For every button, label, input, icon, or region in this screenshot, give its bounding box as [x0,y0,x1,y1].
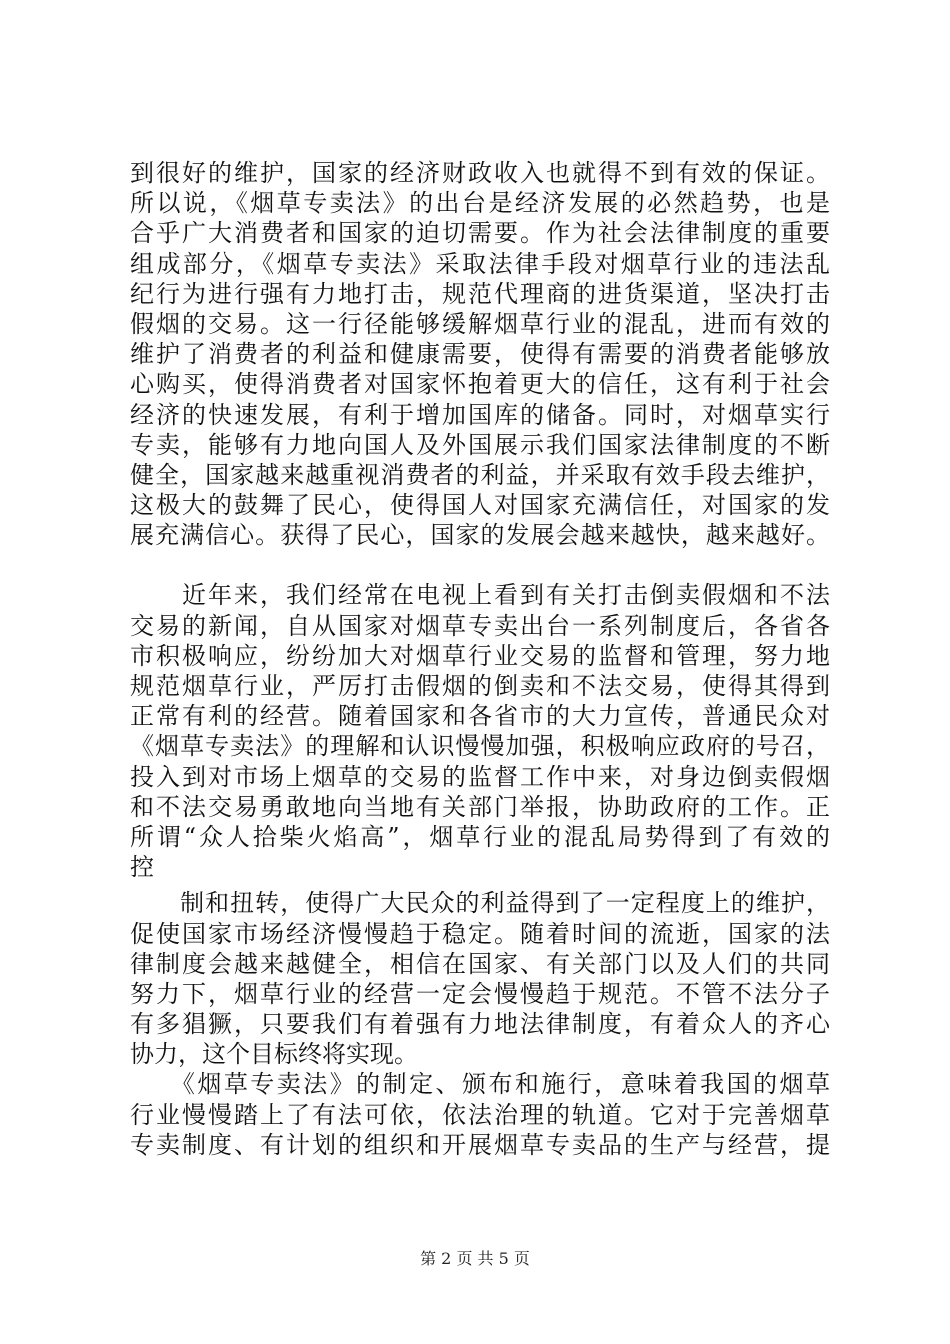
text-line: 专卖制度、有计划的组织和开展烟草专卖品的生产与经营，提 [130,1130,830,1159]
text-line: 促使国家市场经济慢慢趋于稳定。随着时间的流逝，国家的法 [130,919,830,948]
text-line: 假烟的交易。这一行径能够缓解烟草行业的混乱，进而有效的 [130,309,830,338]
text-line: 交易的新闻，自从国家对烟草专卖出台一系列制度后，各省各 [130,611,830,640]
text-line: 制和扭转，使得广大民众的利益得到了一定程度上的维护， [130,889,830,918]
text-line: 纪行为进行强有力地打击，规范代理商的进货渠道，坚决打击 [130,279,830,308]
paragraph-2 [130,580,830,882]
text-line: 控 [130,853,154,882]
text-line: 律制度会越来越健全，相信在国家、有关部门以及人们的共同 [130,949,830,978]
text-line: 市积极响应，纷纷加大对烟草行业交易的监督和管理，努力地 [130,641,830,670]
text-line: 这极大的鼓舞了民心，使得国人对国家充满信任，对国家的发 [130,491,830,520]
text-line: 维护了消费者的利益和健康需要，使得有需要的消费者能够放 [130,340,830,369]
text-line: 正常有利的经营。随着国家和各省市的大力宣传，普通民众对 [130,702,830,731]
text-line: 经济的快速发展，有利于增加国库的储备。同时，对烟草实行 [130,400,830,429]
text-line: 所谓“众人拾柴火焰高”，烟草行业的混乱局势得到了有效的 [130,822,830,851]
text-line: 《烟草专卖法》的理解和认识慢慢加强，积极响应政府的号召， [130,732,830,761]
text-line: 努力下，烟草行业的经营一定会慢慢趋于规范。不管不法分子 [130,979,830,1008]
text-line: 专卖，能够有力地向国人及外国展示我们国家法律制度的不断 [130,430,830,459]
paragraph-gap [130,550,830,580]
text-line: 心购买，使得消费者对国家怀抱着更大的信任，这有利于社会 [130,370,830,399]
text-line: 行业慢慢踏上了有法可依，依法治理的轨道。它对于完善烟草 [130,1100,830,1129]
paragraph-1 [130,158,830,550]
text-line: 所以说，《烟草专卖法》的出台是经济发展的必然趋势，也是 [130,189,830,218]
text-line: 展充满信心。获得了民心，国家的发展会越来越快，越来越好。 [130,521,830,550]
text-line: 合乎广大消费者和国家的迫切需要。作为社会法律制度的重要 [130,219,830,248]
text-line: 组成部分，《烟草专卖法》采取法律手段对烟草行业的违法乱 [130,249,830,278]
page-number-footer: 第 2 页 共 5 页 [420,1249,530,1268]
text-line: 健全，国家越来越重视消费者的利益，并采取有效手段去维护， [130,460,830,489]
text-line: 和不法交易勇敢地向当地有关部门举报，协助政府的工作。正 [130,792,830,821]
text-line: 近年来，我们经常在电视上看到有关打击倒卖假烟和不法 [130,581,830,610]
text-line: 有多猖獗，只要我们有着强有力地法律制度，有着众人的齐心 [130,1010,830,1039]
paragraph-3 [130,888,830,1069]
text-line: 投入到对市场上烟草的交易的监督工作中来，对身边倒卖假烟 [130,762,830,791]
paragraph-4 [130,1069,830,1160]
text-line: 协力，这个目标终将实现。 [130,1040,418,1069]
text-line: 到很好的维护，国家的经济财政收入也就得不到有效的保证。 [130,159,830,187]
text-line: 《烟草专卖法》的制定、颁布和施行，意味着我国的烟草 [130,1070,830,1099]
text-line: 规范烟草行业，严厉打击假烟的倒卖和不法交易，使得其得到 [130,672,830,700]
document-body [130,158,830,1160]
